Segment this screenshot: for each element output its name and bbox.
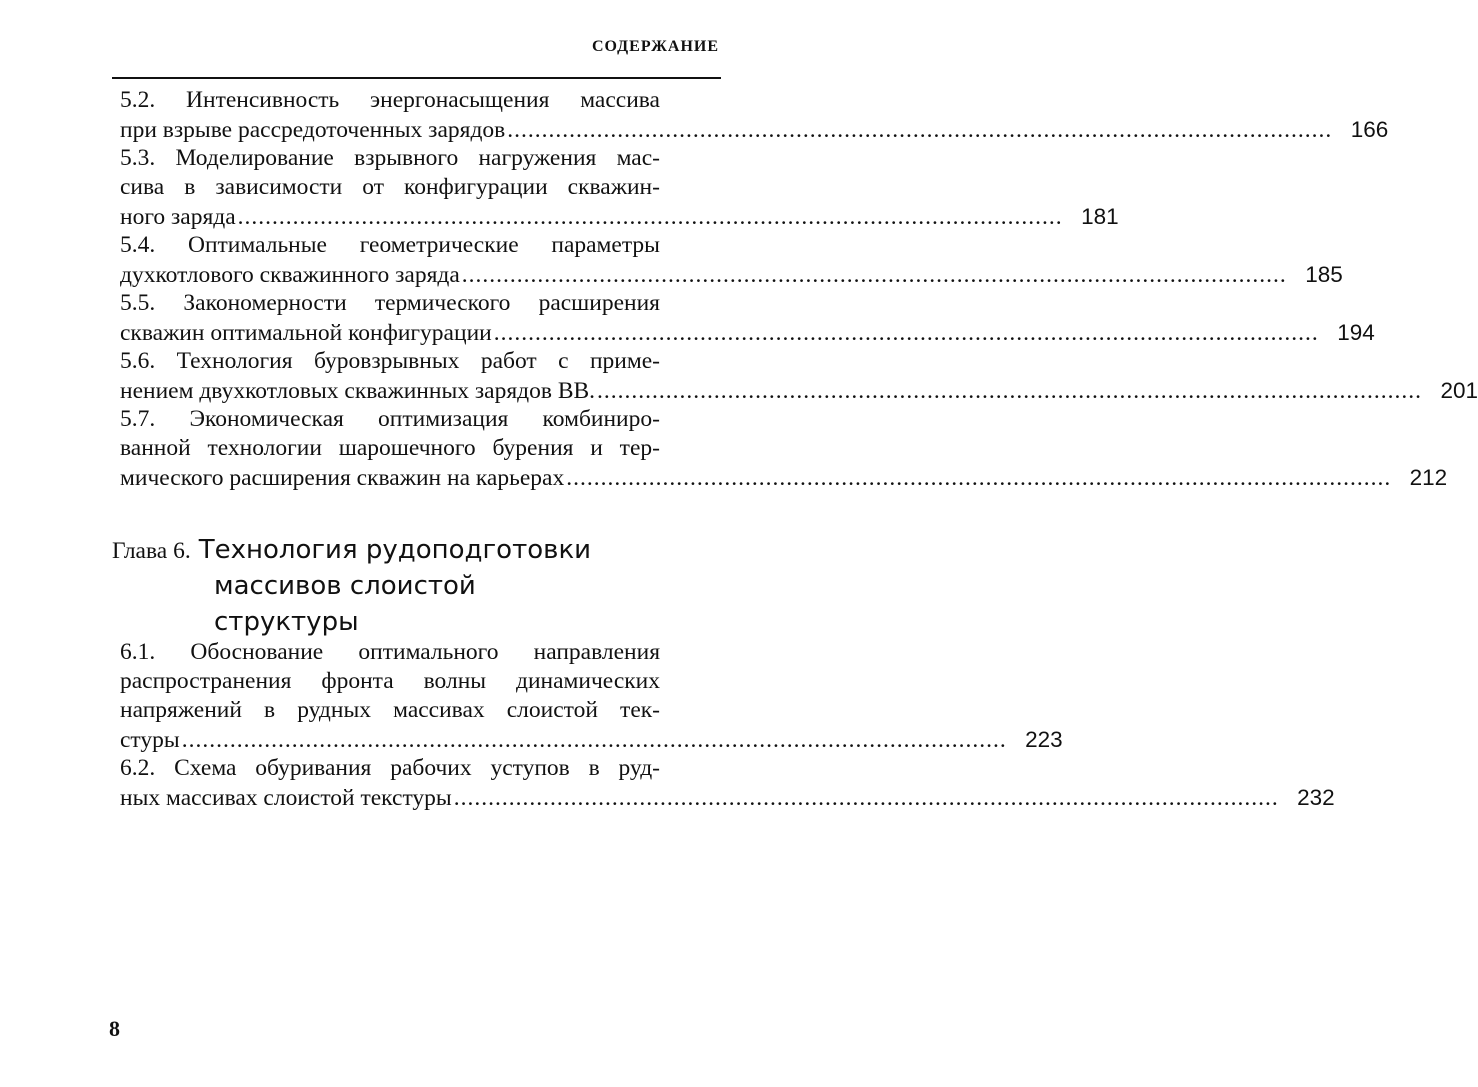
running-head: СОДЕРЖАНИЕ	[591, 38, 719, 55]
word: взрывного	[354, 145, 459, 171]
chapter-title-line: структуры	[214, 607, 359, 637]
toc-page-number: 181	[1081, 204, 1119, 229]
toc-entry-text: стуры	[120, 727, 180, 753]
chapter-title-line: массивов слоистой	[214, 571, 476, 601]
word: Технология	[176, 348, 293, 374]
word: в	[588, 755, 600, 781]
toc-page-number: 212	[1409, 465, 1448, 490]
word: 5.6.	[120, 348, 156, 374]
toc-page-number: 166	[1350, 117, 1389, 142]
toc-entry-last-line	[120, 376, 1478, 405]
word: комбиниро-	[542, 406, 660, 432]
chapter-title	[191, 532, 591, 568]
toc-entry-last-line	[120, 260, 1343, 289]
word: направления	[533, 639, 660, 665]
word: геометрические	[359, 232, 519, 258]
word: приме-	[589, 348, 660, 374]
chapter-label: Глава 6.	[112, 538, 191, 564]
word: фронта	[321, 668, 394, 694]
toc-entry-text: нением двухкотловых скважинных зарядов ВВ.	[120, 378, 596, 404]
toc-page-number: 223	[1025, 727, 1063, 752]
word: руд-	[618, 755, 660, 781]
toc-entry-line	[120, 289, 660, 318]
dot-leader: ........................................................................................................................	[181, 727, 1007, 753]
toc-entry	[120, 231, 1343, 289]
word: распространения	[120, 668, 292, 694]
dot-leader: ........................................................................................................................	[237, 204, 1063, 230]
word: оптимального	[358, 639, 499, 665]
toc-entry-text: мического расширения скважин на карьерах	[120, 465, 565, 491]
toc-entry-text: ного заряда	[120, 204, 236, 230]
word: оптимизация	[378, 406, 509, 432]
word: параметры	[551, 232, 660, 258]
toc-entry	[120, 638, 1063, 754]
word: динамических	[516, 668, 660, 694]
toc-entry	[120, 405, 1448, 492]
toc-page-number: 232	[1297, 785, 1335, 810]
dot-leader: ........................................................................................................................	[493, 320, 1319, 346]
word: нагружения	[478, 145, 597, 171]
word: уступов	[490, 755, 570, 781]
toc-entry-line	[120, 638, 660, 667]
toc-entry-last-line	[120, 725, 1063, 754]
dot-leader: ........................................................................................................................	[461, 262, 1287, 288]
word: технологии	[207, 435, 322, 461]
toc-entry-last-line	[120, 115, 1389, 144]
toc-section-5	[120, 86, 1478, 492]
word: рудных	[297, 697, 372, 723]
word: Обоснование	[190, 639, 324, 665]
word: 5.2.	[120, 87, 156, 113]
toc-page-number: 185	[1305, 262, 1343, 287]
dot-leader: ........................................................................................................................	[453, 785, 1279, 811]
toc-entry-line	[120, 696, 660, 725]
dot-leader: ........................................................................................................................	[597, 378, 1423, 404]
word: напряжений	[120, 697, 242, 723]
word: 5.3.	[120, 145, 156, 171]
page-number: 8	[109, 1016, 120, 1041]
word: тек-	[620, 697, 660, 723]
word: Экономическая	[189, 406, 344, 432]
word: ванной	[120, 435, 191, 461]
word: мас-	[616, 145, 660, 171]
word: массивах	[393, 697, 485, 723]
toc-entry-last-line	[120, 783, 1335, 812]
word: конфигурации	[404, 174, 548, 200]
toc-entry-text: ных массивах слоистой текстуры	[120, 785, 452, 811]
word: обуривания	[255, 755, 372, 781]
toc-page-number: 201	[1440, 378, 1478, 403]
toc-entry-line	[120, 144, 660, 173]
dot-leader: ........................................................................................................................	[566, 465, 1392, 491]
word: расширения	[538, 290, 660, 316]
word: зависимости	[215, 174, 343, 200]
toc-entry-line	[120, 86, 660, 115]
word: 5.5.	[120, 290, 156, 316]
toc-entry-line	[120, 667, 660, 696]
word: Интенсивность	[186, 87, 340, 113]
word: слоистой	[506, 697, 598, 723]
toc-entry	[120, 289, 1375, 347]
word: Оптимальные	[187, 232, 327, 258]
toc-entry-last-line	[120, 202, 1119, 231]
word: 6.2.	[120, 755, 156, 781]
word: 6.1.	[120, 639, 156, 665]
word: рабочих	[390, 755, 472, 781]
toc-entry-last-line	[120, 318, 1375, 347]
toc-entry	[120, 754, 1335, 812]
word: массива	[580, 87, 660, 113]
word: Схема	[174, 755, 237, 781]
word: тер-	[619, 435, 660, 461]
word: в	[264, 697, 276, 723]
word: в	[184, 174, 196, 200]
toc-entry-line	[120, 347, 660, 376]
toc-page-number: 194	[1337, 320, 1375, 345]
word: и	[590, 435, 603, 461]
toc-entry	[120, 86, 1389, 144]
word: с	[558, 348, 569, 374]
word: буровзрывных	[313, 348, 460, 374]
toc-entry-line	[120, 434, 660, 463]
toc-entry-text: скважин оптимальной конфигурации	[120, 320, 492, 346]
toc-entry-text: при взрыве рассредоточенных зарядов	[120, 117, 506, 143]
word: Закономерности	[183, 290, 347, 316]
dot-leader: ........................................................................................................................	[507, 117, 1333, 143]
header-rule	[112, 77, 721, 79]
toc-entry	[120, 144, 1119, 231]
word: термического	[374, 290, 511, 316]
toc-entry-line	[120, 173, 660, 202]
toc-entry-text: духкотлового скважинного заряда	[120, 262, 460, 288]
toc-entry	[120, 347, 1478, 405]
word: волны	[423, 668, 487, 694]
chapter-title-line: Технология рудоподготовки	[198, 535, 592, 565]
word: скважин-	[567, 174, 660, 200]
word: энергонасыщения	[370, 87, 550, 113]
toc-entry-line	[120, 231, 660, 260]
word: от	[362, 174, 384, 200]
word: шарошечного	[338, 435, 476, 461]
word: сива	[120, 174, 165, 200]
word: 5.7.	[120, 406, 156, 432]
word: работ	[480, 348, 537, 374]
toc-entry-last-line	[120, 463, 1448, 492]
word: 5.4.	[120, 232, 156, 258]
word: Моделирование	[175, 145, 334, 171]
word: бурения	[492, 435, 574, 461]
toc-section-6	[120, 638, 1335, 812]
toc-entry-line	[120, 405, 660, 434]
toc-entry-line	[120, 754, 660, 783]
chapter-heading	[112, 532, 712, 640]
